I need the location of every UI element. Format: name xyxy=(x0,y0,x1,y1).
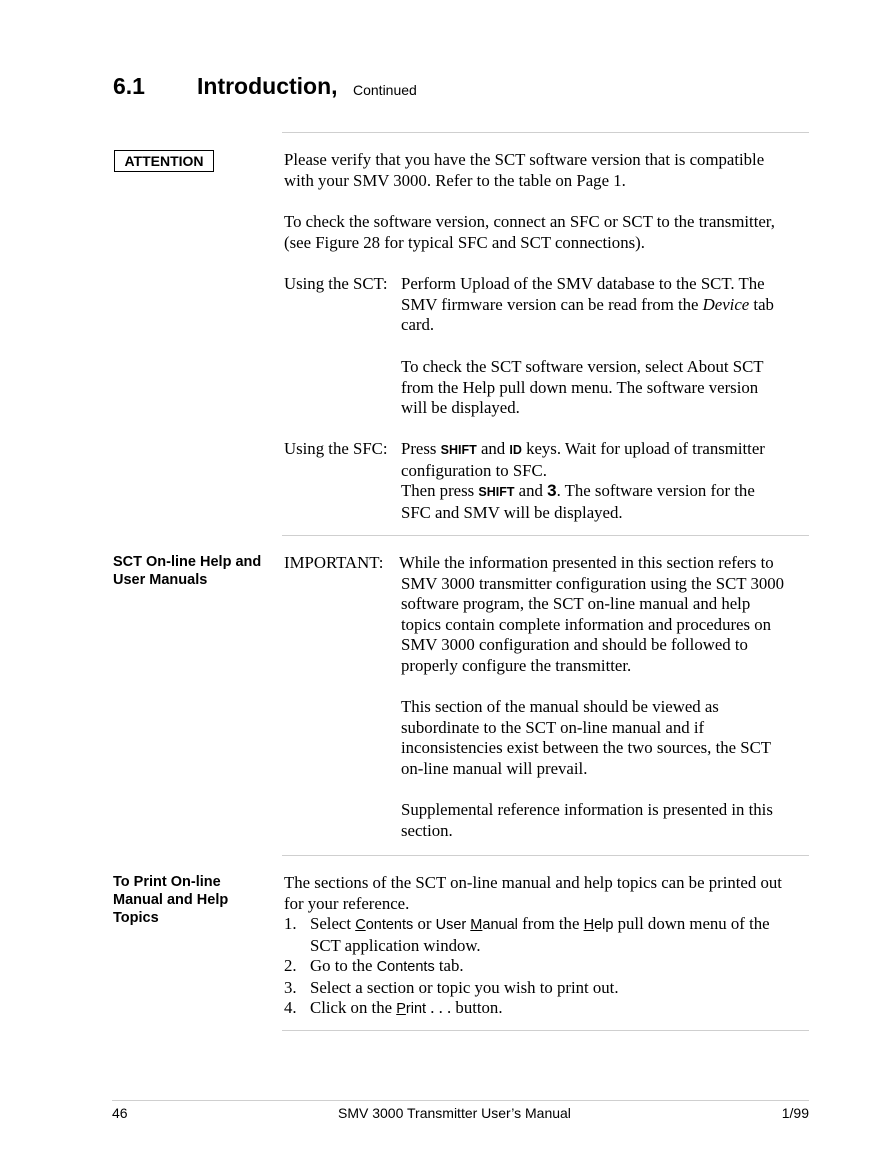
three-key: 3 xyxy=(547,481,557,501)
id-key: ID xyxy=(509,443,522,457)
print-intro-paragraph: The sections of the SCT on-line manual and help topics can be printed out for your reference. xyxy=(284,873,782,913)
list-item: 3. Select a section or topic you wish to print out. xyxy=(284,977,619,997)
online-help-side-heading: SCT On-line Help and User Manuals xyxy=(113,554,262,588)
important-paragraph: IMPORTANT: While the information presented in this section refers to SMV 3000 transmitter configuration using the SCT 3000 software program, the SCT on-line manual and help topics contain complete information and procedures on SMV 3000 configuration and should be followed to properly configure the transmitter. xyxy=(284,553,785,675)
using-sfc-label: Using the SFC: xyxy=(284,439,388,458)
using-sfc-paragraph: Using the SFC: Press SHIFT and ID keys. Wait for upload of transmitter configuration to SFC. Then press SHIFT and 3. The software version for the SFC and SMV will be displayed. xyxy=(284,439,765,522)
divider xyxy=(282,535,809,536)
shift-key: SHIFT xyxy=(478,485,515,500)
check-version-paragraph: To check the software version, connect an SFC or SCT to the transmitter, (see Figure 28 for typical SFC and SCT connections). xyxy=(284,212,775,252)
manual-title: SMV 3000 Transmitter User’s Manual xyxy=(338,1105,571,1121)
print-steps-list: 1. Select Contents or User Manual from the Help pull down menu of the SCT application window. 2. Go to the Contents tab. 3. Select a section or topic you wish to print out. 4. Click on the Print . . . button. xyxy=(284,914,770,1020)
using-sct-label: Using the SCT: xyxy=(284,274,388,293)
section-title: Introduction, xyxy=(197,73,338,99)
shift-key: SHIFT xyxy=(440,443,477,457)
continued-label: Continued xyxy=(353,82,417,98)
divider xyxy=(282,855,809,856)
supplemental-paragraph: Supplemental reference information is presented in this section. xyxy=(401,800,773,840)
subordinate-paragraph: This section of the manual should be viewed as subordinate to the SCT on-line manual and if inconsistencies exist between the two sources, the SCT on-line manual will prevail. xyxy=(401,697,772,778)
section-heading xyxy=(113,73,813,105)
divider xyxy=(282,1030,809,1031)
sct-software-version-paragraph: To check the SCT software version, select About SCT from the Help pull down menu. The software version will be displayed. xyxy=(401,357,764,418)
attention-content xyxy=(284,150,812,530)
page-footer xyxy=(112,1100,809,1123)
attention-box: ATTENTION xyxy=(114,150,214,172)
list-item: 4. Click on the Print . . . button. xyxy=(284,998,503,1018)
list-item: 1. Select Contents or User Manual from the Help pull down menu of the xyxy=(284,914,770,933)
using-sct-paragraph: Using the SCT: Perform Upload of the SMV database to the SCT. The SMV firmware version can be read from the Device tab card. xyxy=(284,274,774,335)
important-label: IMPORTANT: xyxy=(284,553,384,572)
page-number: 46 xyxy=(112,1105,128,1121)
attention-paragraph: Please verify that you have the SCT software version that is compatible with your SMV 3000. Refer to the table on Page 1. xyxy=(284,150,765,190)
online-help-content xyxy=(284,553,812,848)
section-number: 6.1 xyxy=(113,73,145,99)
print-manual-side-heading: To Print On-line Manual and Help Topics xyxy=(113,874,229,926)
revision-date: 1/99 xyxy=(781,1105,809,1121)
divider xyxy=(282,132,809,133)
print-manual-content xyxy=(284,873,812,1023)
list-item: 2. Go to the Contents tab. xyxy=(284,956,464,976)
